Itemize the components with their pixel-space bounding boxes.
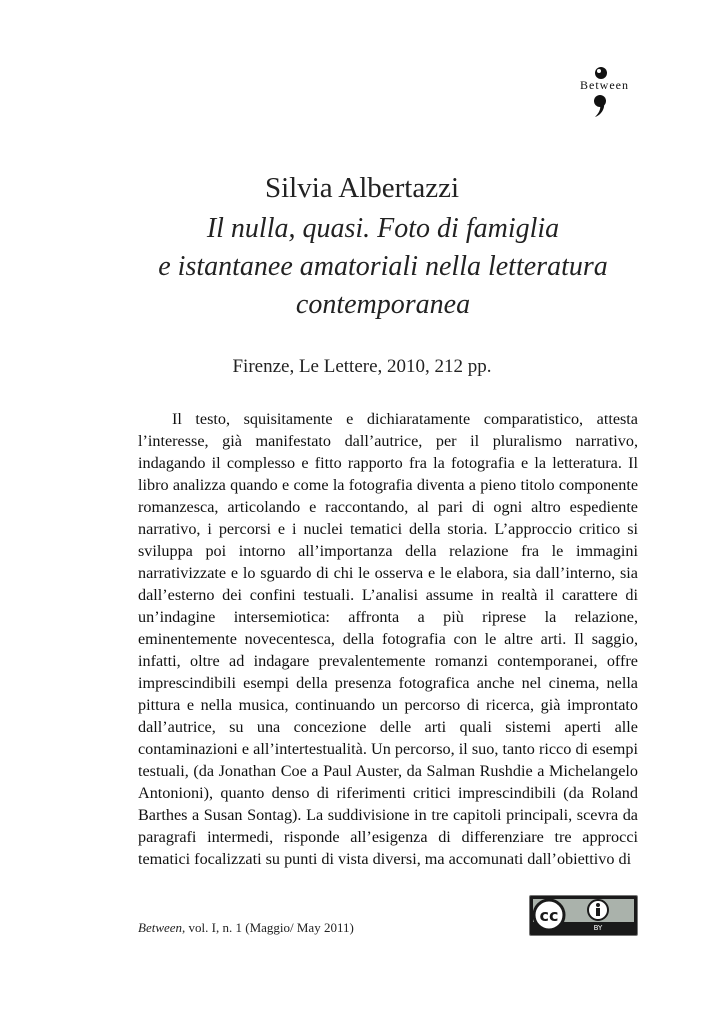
title-line: contemporanea	[295, 289, 471, 320]
journal-logo	[572, 64, 644, 124]
book-title	[100, 210, 666, 324]
citation-details: , vol. I, n. 1 (Maggio/ May 2011)	[182, 920, 354, 935]
logo-comma-icon	[592, 94, 608, 118]
title-line: Il nulla, quasi. Foto di famiglia	[206, 213, 560, 244]
cc-by-icon	[530, 896, 637, 935]
license-badge[interactable]	[529, 895, 638, 936]
logo-text: Between	[580, 78, 629, 92]
title-line: e istantanee amatoriali nella letteratura	[158, 251, 608, 282]
publication-info: Firenze, Le Lettere, 2010, 212 pp.	[232, 356, 492, 377]
author-name: Silvia Albertazzi	[264, 172, 460, 204]
review-body: Il testo, squisitamente e dichiaratamente comparatistico, attesta l’interesse, già manifestato dall’autrice, per il pluralismo narrativo, indagando il complesso e fitto rapporto fra la fotografia e la letteratura. Il libro analizza quando e come la fotografia diventa a pieno titolo componente romanzesca, articolando e raccontando, al pari di ogni altro espediente narrativo, i percorsi e i nuclei tematici della storia. L’approccio critico si sviluppa poi intorno all’importanza della relazione fra le immagini narrativizzate e lo sguardo di chi le osserva e le elabora, sia dall’interno, sia dall’esterno dei confini testuali. L’analisi assume in realtà il carattere di un’indagine intersemiotica: affronta a più riprese la relazione, eminentemente novecentesca, della fotografia con le altre arti. Il saggio, infatti, oltre ad indagare prevalentemente romanzi contemporanei, offre imprescindibili esempi della presenza fotografica anche nel cinema, nella pittura e nella musica, continuando un percorso di ricerca, già improntato dall’autrice, su una concezione delle arti quali sistemi aperti alle contaminazioni e all’intertestualità. Un percorso, il suo, tanto ricco di esempi testuali, (da Jonathan Coe a Paul Auster, da Salman Rushdie a Michelangelo Antonioni), quanto denso di riferimenti critici imprescindibili (da Roland Barthes a Susan Sontag). La suddivisione in tre capitoli principali, scevra da paragrafi intermedi, risponde all’esigenza di differenziare tre approcci tematici focalizzati su punti di vista diversi, ma accomunati dall’obiettivo di	[138, 410, 638, 868]
cc-text: cc	[539, 906, 559, 925]
journal-name: Between	[138, 920, 183, 935]
by-text: BY	[593, 924, 603, 932]
footer-citation	[138, 920, 354, 936]
